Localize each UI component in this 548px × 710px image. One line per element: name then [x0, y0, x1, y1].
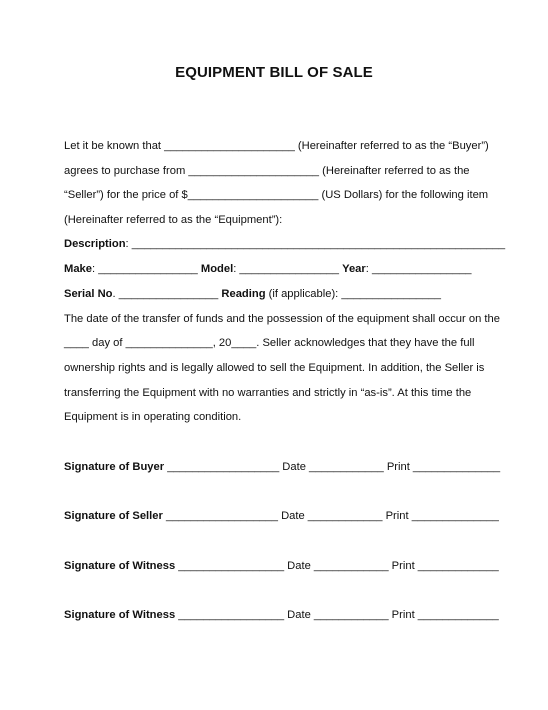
serial-field[interactable]: . ________________ [112, 288, 222, 300]
make-field[interactable]: : ________________ [92, 263, 201, 275]
signature-row-witness [64, 559, 499, 573]
model-label: Model [200, 263, 234, 275]
body-line: transferring the Equipment with no warranties and strictly in “as-is”. At this time the [64, 387, 472, 399]
body-line: Let it be known that _____________________ (Hereinafter referred to as the “Buyer”) [64, 140, 489, 152]
signature-row-buyer [64, 460, 500, 474]
signature-fields[interactable]: _________________ Date ____________ Print _____________ [175, 609, 499, 621]
document-title: EQUIPMENT BILL OF SALE [175, 64, 373, 81]
reading-label: Reading [221, 288, 266, 300]
body-line: “Seller”) for the price of $_____________________ (US Dollars) for the following item [64, 189, 489, 201]
signature-label: Signature of Seller [64, 510, 163, 522]
signature-fields[interactable]: __________________ Date ____________ Print ______________ [162, 510, 499, 522]
signature-fields[interactable]: __________________ Date ____________ Print ______________ [164, 461, 501, 473]
make-model-year-line [64, 262, 472, 276]
model-field[interactable]: : ________________ [233, 263, 343, 275]
body-line: Equipment is in operating condition. [64, 411, 242, 423]
body-line: agrees to purchase from _____________________ (Hereinafter referred to as the [64, 165, 470, 177]
serial-label: Serial No [64, 288, 113, 300]
body-line: ownership rights and is legally allowed to sell the Equipment. In addition, the Seller is [64, 362, 485, 374]
body-line: (Hereinafter referred to as the “Equipment”): [64, 214, 283, 226]
year-label: Year [342, 263, 366, 275]
year-field[interactable]: : ________________ [365, 263, 472, 275]
signature-label: Signature of Witness [64, 560, 176, 572]
signature-row-witness [64, 608, 499, 622]
reading-field[interactable]: (if applicable): ________________ [265, 288, 441, 300]
signature-label: Signature of Buyer [64, 461, 165, 473]
signature-fields[interactable]: _________________ Date ____________ Print _____________ [175, 560, 499, 572]
signature-row-seller [64, 509, 499, 523]
description-field[interactable]: : ____________________________________________________________ [125, 238, 506, 250]
signature-label: Signature of Witness [64, 609, 176, 621]
description-line [64, 237, 505, 251]
body-line: ____ day of ______________, 20____. Seller acknowledges that they have the full [64, 337, 475, 349]
make-label: Make [64, 263, 92, 275]
body-line: The date of the transfer of funds and the possession of the equipment shall occur on the [64, 313, 500, 325]
serial-reading-line [64, 287, 441, 301]
description-label: Description [64, 238, 126, 250]
